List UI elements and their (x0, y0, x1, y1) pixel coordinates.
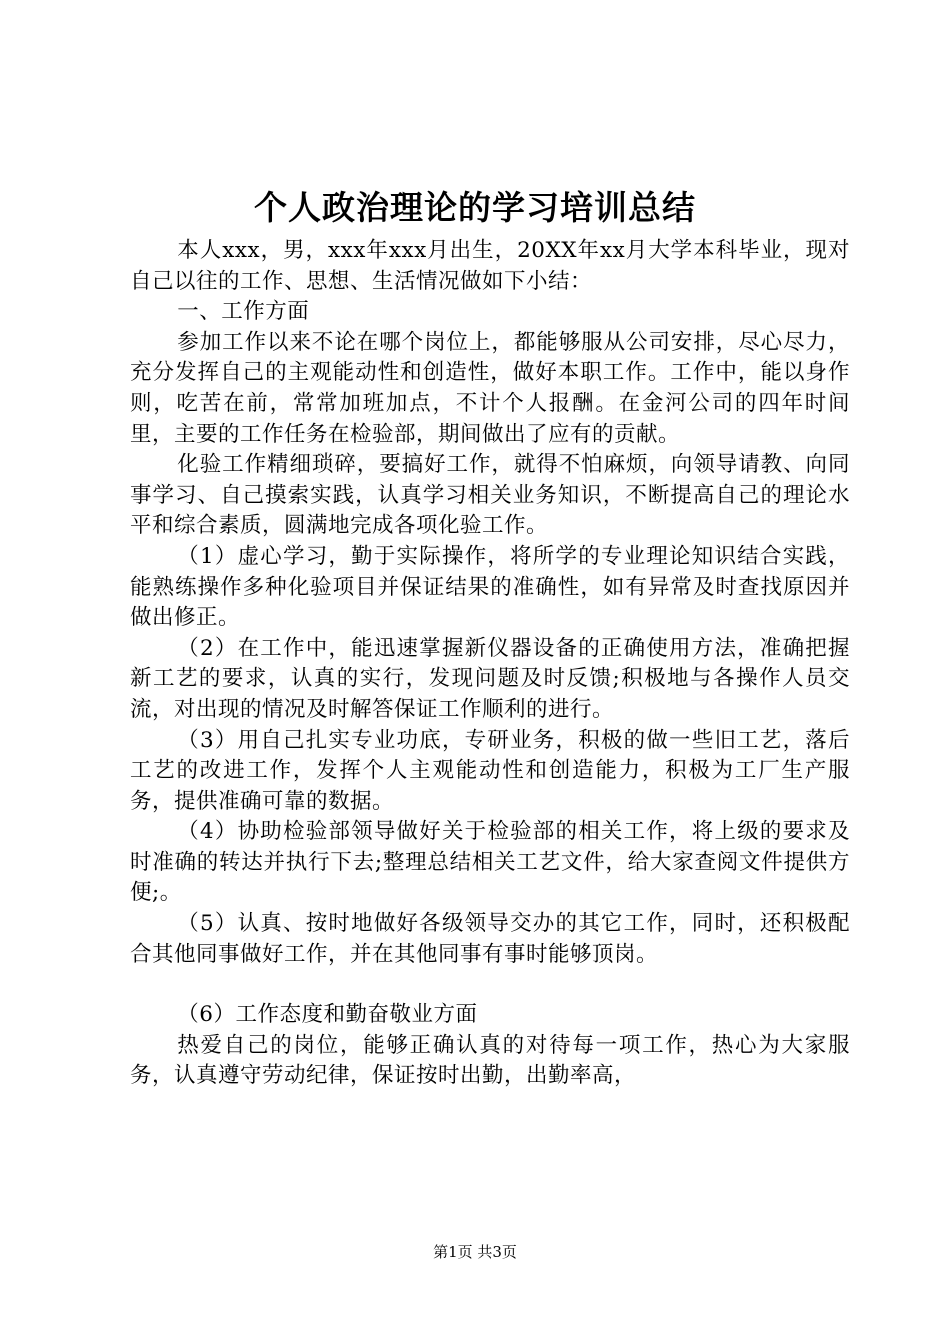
list-item-4: （4）协助检验部领导做好关于检验部的相关工作，将上级的要求及时准确的转达并执行下去;整理总结相关工艺文件，给大家查阅文件提供方便;。 (130, 819, 850, 906)
list-item-3: （3）用自己扎实专业功底，专研业务，积极的做一些旧工艺，落后工艺的改进工作，发挥个人主观能动性和创造能力，积极为工厂生产服务，提供准确可靠的数据。 (130, 727, 850, 814)
page-footer: 第1页 共3页 (433, 1243, 517, 1261)
paragraph-intro: 本人xxx，男，xxx年xxx月出生，20XX年xx月大学本科毕业，现对自己以往的工作、思想、生活情况做如下小结： (130, 238, 850, 294)
list-item-1: （1）虚心学习，勤于实际操作，将所学的专业理论知识结合实践，能熟练操作多种化验项目并保证结果的准确性，如有异常及时查找原因并做出修正。 (130, 543, 850, 631)
list-item-5: （5）认真、按时地做好各级领导交办的其它工作，同时，还积极配合其他同事做好工作，并在其他同事有事时能够顶岗。 (130, 911, 850, 967)
list-item-2: （2）在工作中，能迅速掌握新仪器设备的正确使用方法，准确把握新工艺的要求，认真的实行，发现问题及时反馈;积极地与各操作人员交流，对出现的情况及时解答保证工作顺利的进行。 (130, 635, 850, 722)
paragraph-work-overview: 参加工作以来不论在哪个岗位上，都能够服从公司安排，尽心尽力，充分发挥自己的主观能动性和创造性，做好本职工作。工作中，能以身作则，吃苦在前，常常加班加点，不计个人报酬。在金河公司的四年时间里，主要的工作任务在检验部，期间做出了应有的贡献。 (130, 329, 850, 447)
list-item-6: （6）工作态度和勤奋敬业方面 (177, 1002, 478, 1028)
paragraph-attitude: 热爱自己的岗位，能够正确认真的对待每一项工作，热心为大家服务，认真遵守劳动纪律，保证按时出勤，出勤率高， (130, 1032, 850, 1089)
paragraph-lab-work: 化验工作精细琐碎，要搞好工作，就得不怕麻烦，向领导请教、向同事学习、自己摸索实践，认真学习相关业务知识，不断提高自己的理论水平和综合素质，圆满地完成各项化验工作。 (130, 452, 850, 539)
section-heading-work: 一、工作方面 (177, 299, 310, 325)
document-title: 个人政治理论的学习培训总结 (254, 188, 696, 227)
document-body (130, 236, 850, 1092)
